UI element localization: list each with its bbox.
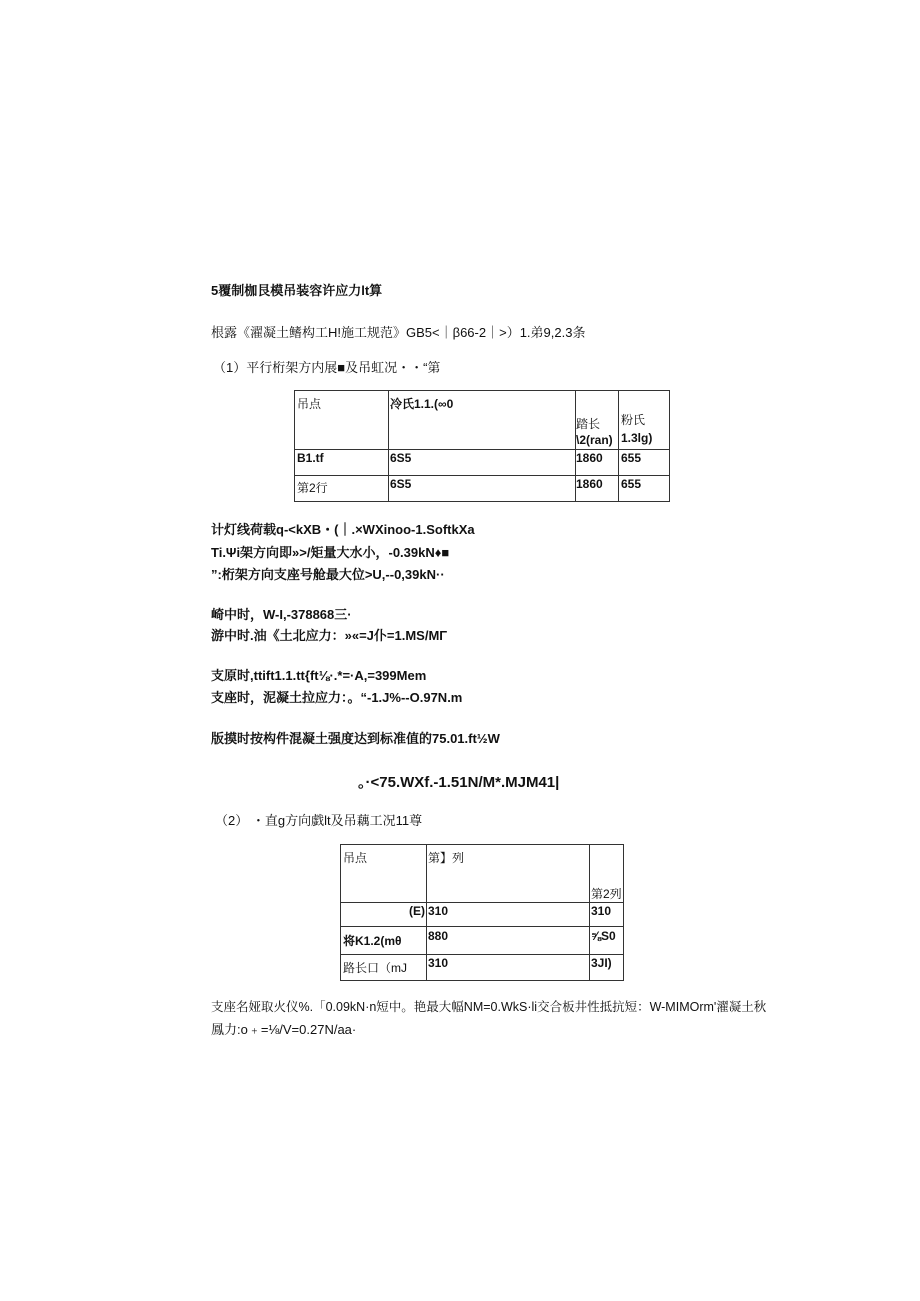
table1-row1-col4: 655 — [621, 451, 642, 465]
table2-header-col2: 第2列 — [591, 887, 622, 901]
table1-row2-col2: 6S5 — [390, 477, 412, 491]
table1-row2-label: 第2行 — [297, 481, 328, 495]
table2-row1-label: (E) — [409, 904, 425, 918]
code-basis: 根露《濯凝土鳍构工H!施工规范》GB5<｜β66-2｜>）1.弟9,2.3条 — [211, 325, 586, 340]
section-title: 5覆制枷艮模吊装容许应力lt算 — [211, 283, 383, 298]
table1-header-col2: 冷氏1.1.(∞0 — [390, 397, 454, 411]
table-1 — [294, 390, 670, 502]
table2-row3-label: 路长口（mJ — [343, 961, 407, 975]
calc-midspan-w: 崎中时，W-I,-378868三· — [211, 607, 352, 622]
table1-header-col4-unit: 1.3lg) — [621, 431, 653, 445]
calc-demould-strength: 版摸时按构件混凝土强度达到标准值的75.01.ft½W — [211, 731, 500, 746]
table2-row3-col2: 3JI) — [591, 956, 612, 970]
table1-header-hoist-point: 吊点 — [297, 397, 322, 411]
table2-row1-col1: 310 — [428, 904, 449, 918]
table2-header-hoist-point: 吊点 — [343, 851, 368, 865]
table1-row2-col3: 1860 — [576, 477, 603, 491]
table1-row1-col2: 6S5 — [390, 451, 412, 465]
table1-row1-label: B1.tf — [297, 451, 324, 465]
table1-row2-col4: 655 — [621, 477, 642, 491]
table1-header-col3: 踏长 — [576, 417, 601, 431]
calc-moment: Ti.Ψi架方向即»>/矩量大水小，-0.39kN♦■ — [211, 545, 450, 560]
table2-row2-col1: 880 — [428, 929, 449, 943]
table2-row3-col1: 310 — [428, 956, 449, 970]
calc-midspan-stress: 游中时.油《土北应力：»«=J仆=1.MS/MΓ — [211, 628, 448, 643]
case2-title: （2） ・直g方向戯lt及吊藕工况11尊 — [215, 813, 423, 828]
table2-row2-label: 将K1.2(mθ — [343, 934, 402, 948]
final-calc-line-2: 鳳力:o﹢=⅛/V=0.27N/aa· — [211, 1022, 357, 1037]
table2-row2-col2: ⅝S0 — [591, 929, 616, 943]
calc-line-load: 计灯线荷载q-<kXB・(｜.×WXinoo-1.SoftkXa — [211, 522, 475, 537]
final-calc-line-1: 支座名娅取火仪%.「0.09kN·n短中。艳最大幅NM=0.WkS·li交合板井性抵抗短：W-MIMOrm'濯凝土秋 — [211, 1000, 767, 1014]
table2-header-col1: 第】列 — [428, 851, 465, 865]
calc-support-stress: 支座时，泥凝土拉应力：。“-1.J%--O.97N.m — [211, 690, 463, 705]
formula: 。·<75.WXf.-1.51N/M*.MJM41| — [358, 774, 560, 791]
table1-row1-col3: 1860 — [576, 451, 603, 465]
table1-header-col4: 粉氏 — [621, 413, 646, 427]
table1-header-col3-unit: \2(ran) — [576, 433, 613, 447]
case1-title: （1）平行桁架方内展■及吊虹况・・“第 — [213, 360, 441, 375]
calc-support-moment: ”:桁架方向支座号舱最大位>U,--0,39kN·· — [211, 567, 445, 582]
table2-row1-col2: 310 — [591, 904, 612, 918]
calc-support-a: 支原时,ttift1.1.tt{ft⅛·.*=·A,=399Mem — [211, 668, 427, 683]
table-2 — [340, 844, 624, 981]
